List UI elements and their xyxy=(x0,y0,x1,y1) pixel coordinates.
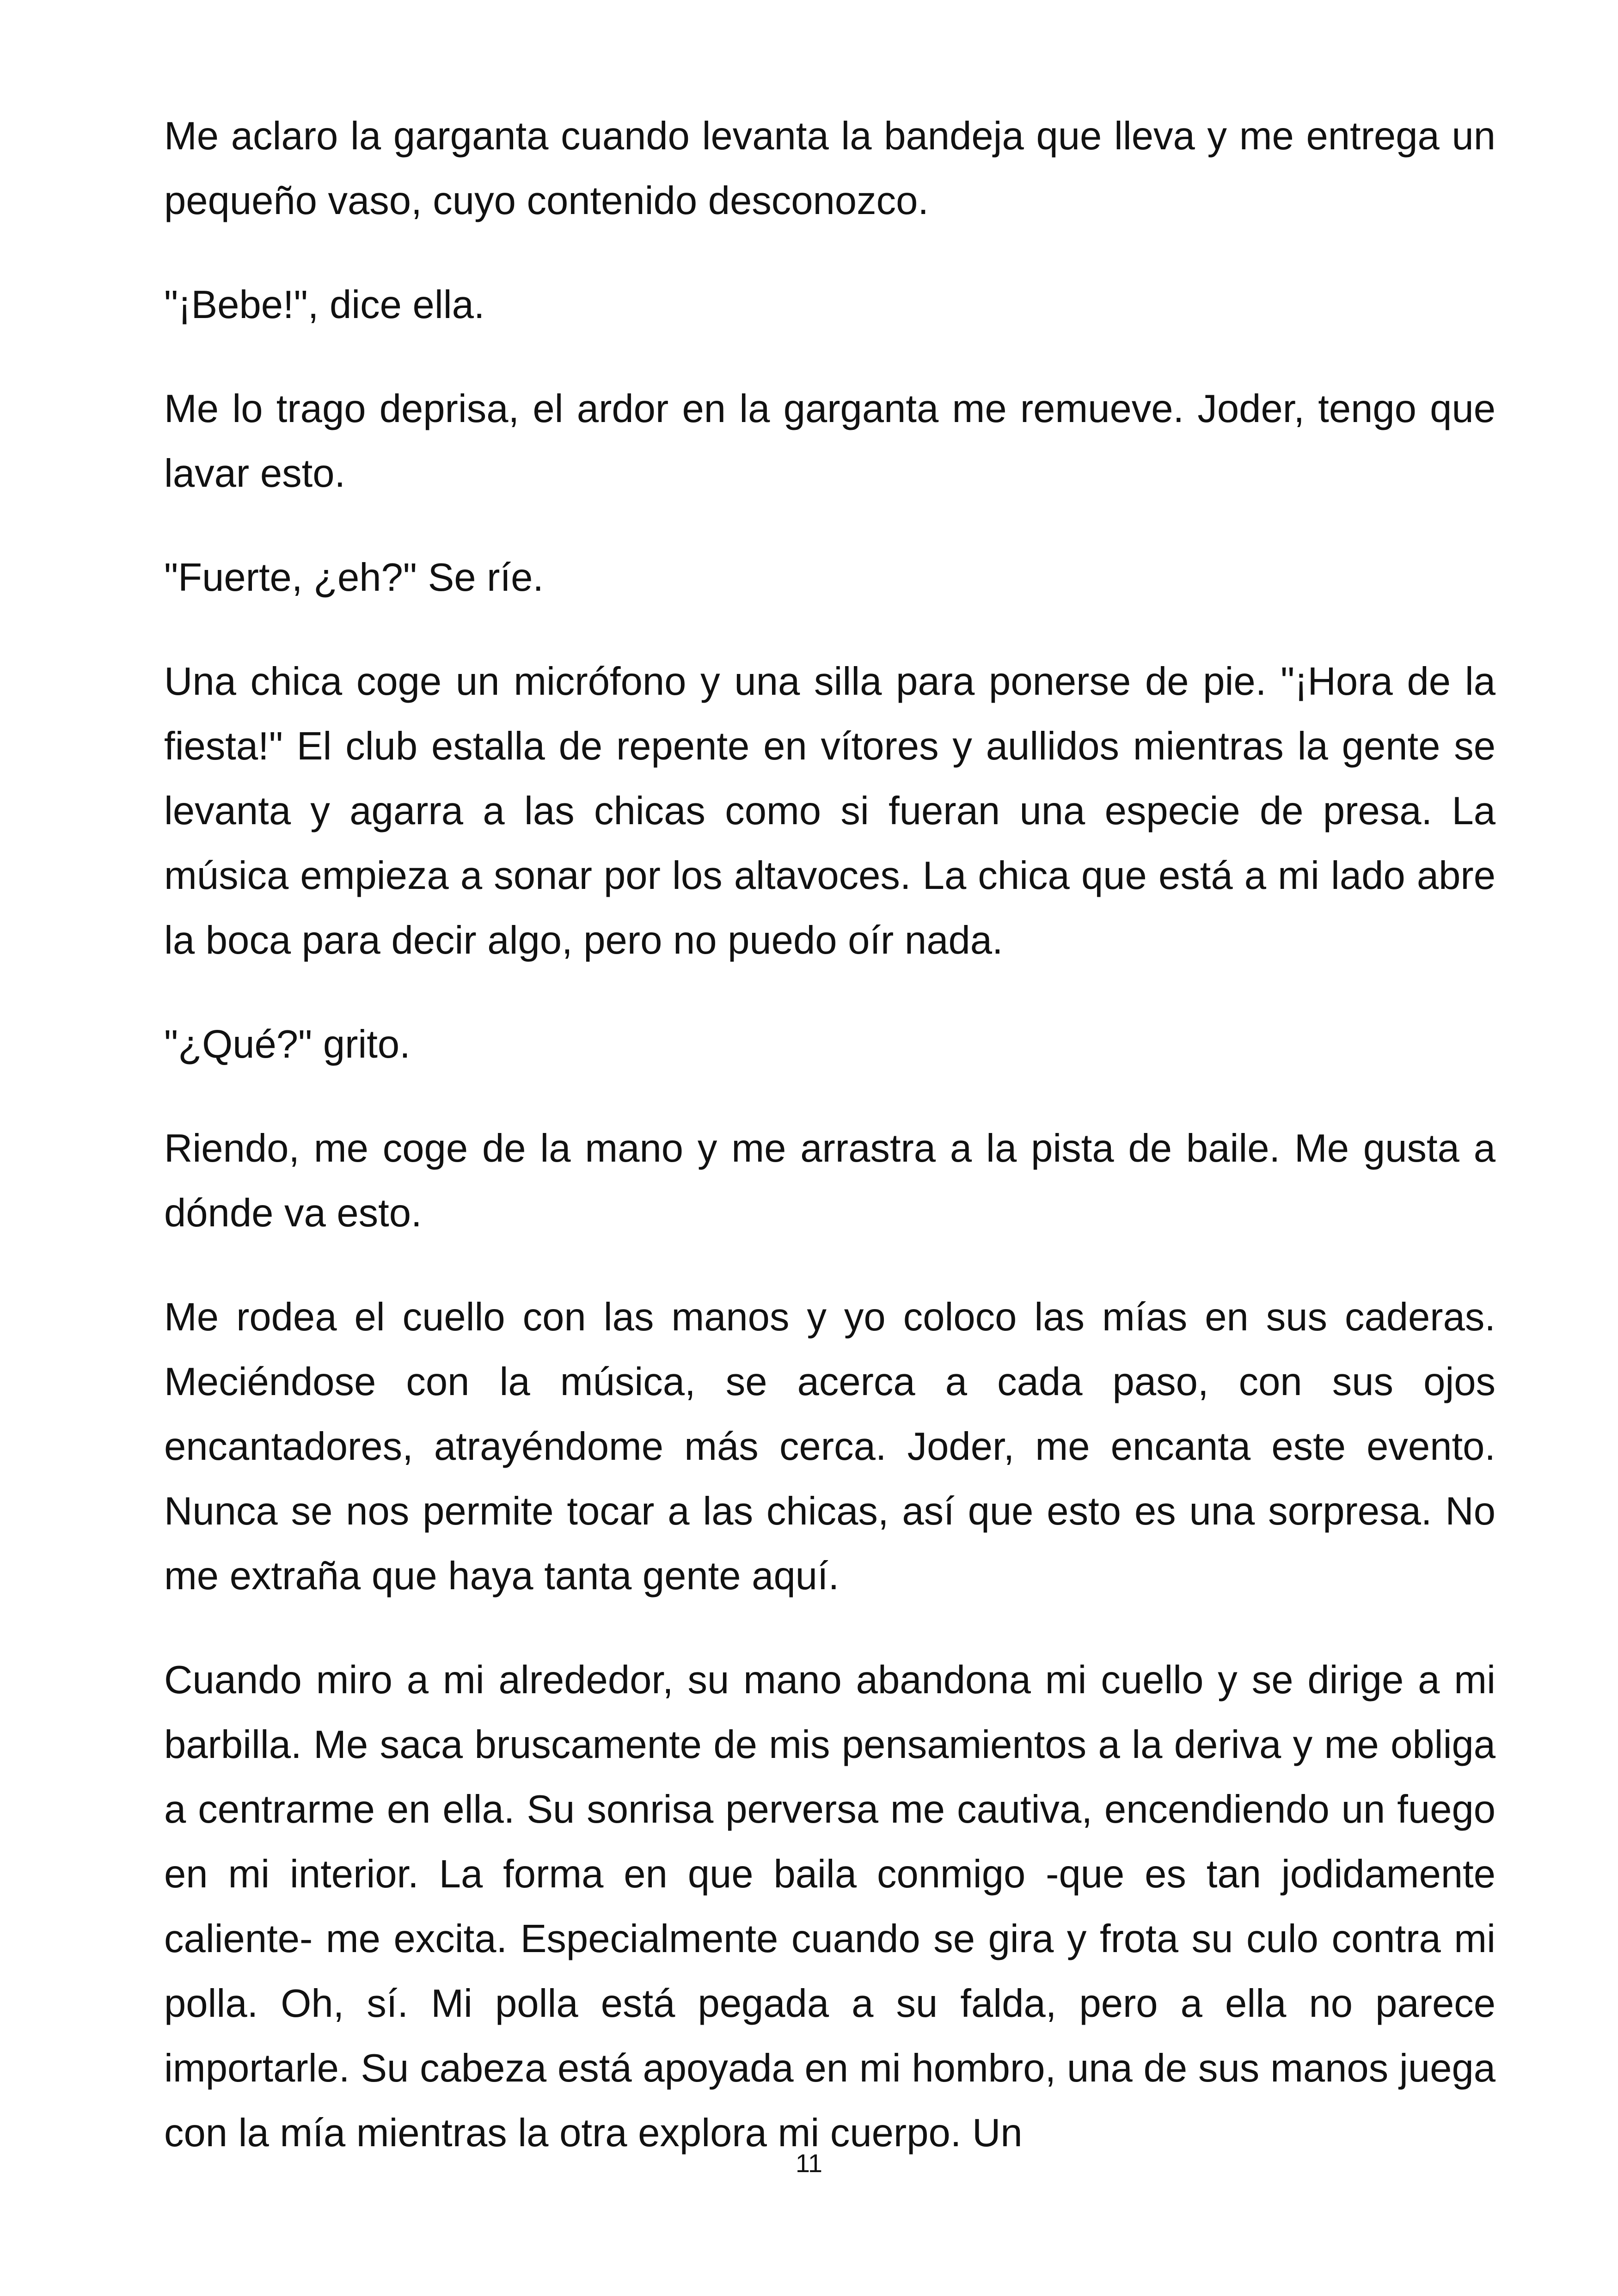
paragraph-3: Me lo trago deprisa, el ardor en la garganta me remueve. Joder, tengo que lavar esto. xyxy=(164,387,1495,496)
paragraph-7: Riendo, me coge de la mano y me arrastra a la pista de baile. Me gusta a dónde va esto. xyxy=(164,1127,1495,1235)
paragraph-4: "Fuerte, ¿eh?" Se ríe. xyxy=(164,556,544,600)
page-body xyxy=(164,104,1495,2166)
page-number: 11 xyxy=(795,2149,823,2178)
paragraph-9: Cuando miro a mi alrededor, su mano abandona mi cuello y se dirige a mi barbilla. Me saca bruscamente de mis pensamientos a la deriva y me obliga a centrarme en ella. Su sonrisa perversa me cautiva, encendiendo un fuego en mi interior. La forma en que baila conmigo -que es tan jodidamente caliente- me excita. Especialmente cuando se gira y frota su culo contra mi polla. Oh, sí. Mi polla está pegada a su falda, pero a ella no parece importarle. Su cabeza está apoyada en mi hombro, una de sus manos juega con la mía mientras la otra explora mi cuerpo. Un xyxy=(164,1658,1495,2155)
paragraph-5: Una chica coge un micrófono y una silla para ponerse de pie. "¡Hora de la fiesta!" El club estalla de repente en vítores y aullidos mientras la gente se levanta y agarra a las chicas como si fueran una especie de presa. La música empieza a sonar por los altavoces. La chica que está a mi lado abre la boca para decir algo, pero no puedo oír nada. xyxy=(164,660,1495,962)
paragraph-6: "¿Qué?" grito. xyxy=(164,1022,411,1066)
paragraph-8: Me rodea el cuello con las manos y yo coloco las mías en sus caderas. Meciéndose con la música, se acerca a cada paso, con sus ojos encantadores, atrayéndome más cerca. Joder, me encanta este evento. Nunca se nos permite tocar a las chicas, así que esto es una sorpresa. No me extraña que haya tanta gente aquí. xyxy=(164,1295,1495,1598)
paragraph-2: "¡Bebe!", dice ella. xyxy=(164,283,485,327)
paragraph-1: Me aclaro la garganta cuando levanta la bandeja que lleva y me entrega un pequeño vaso, cuyo contenido desconozco. xyxy=(164,114,1495,223)
